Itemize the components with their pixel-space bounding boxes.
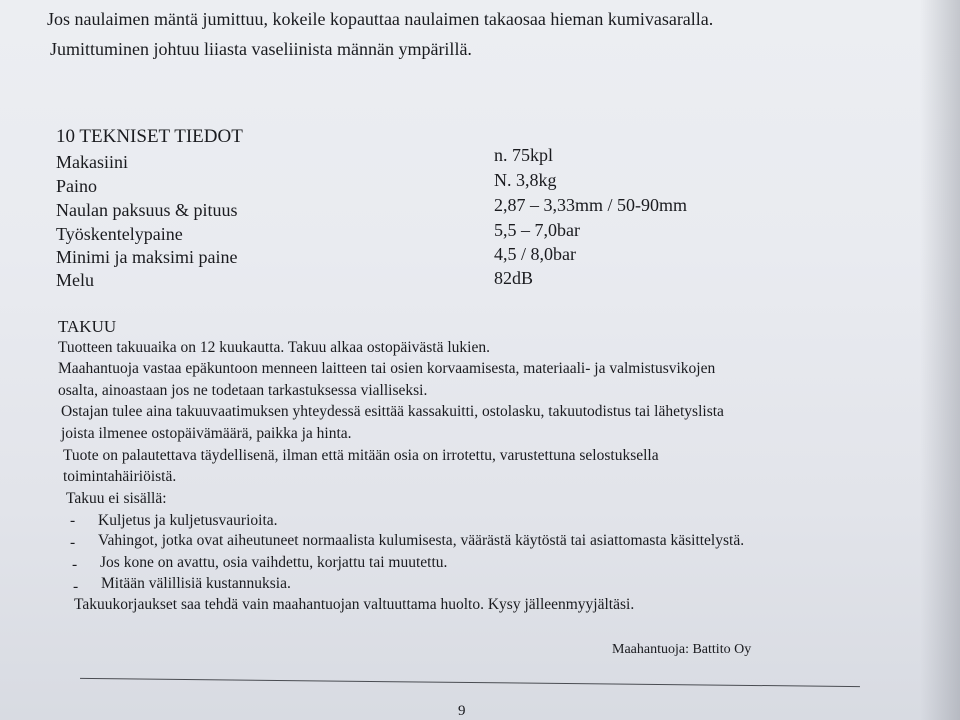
warranty-line: Ostajan tulee aina takuuvaatimuksen yhteydessä esittää kassakuitti, ostolasku, takuutodistus tai lähetyslista: [61, 403, 724, 420]
spec-label: Melu: [56, 270, 94, 290]
exclusion-item: Mitään välillisiä kustannuksia.: [101, 575, 291, 592]
spec-label: Naulan paksuus & pituus: [56, 200, 238, 220]
warranty-line: osalta, ainoastaan jos ne todetaan tarkastuksessa vialliseksi.: [58, 382, 428, 399]
spec-label: Minimi ja maksimi paine: [56, 247, 238, 267]
warranty-line: Takuu ei sisällä:: [66, 490, 167, 507]
spec-label: Työskentelypaine: [56, 224, 183, 244]
warranty-line: toimintahäiriöistä.: [63, 468, 177, 485]
footer-divider: [80, 678, 860, 687]
importer-credit: Maahantuoja: Battito Oy: [612, 642, 752, 657]
warranty-line: Tuote on palautettava täydellisenä, ilman että mitään osia on irrotettu, varustettuna selostuksella: [63, 447, 659, 464]
warranty-line: Maahantuoja vastaa epäkuntoon menneen laitteen tai osien korvaamisesta, materiaali- ja valmistusvikojen: [58, 360, 716, 377]
page-number: 9: [458, 703, 466, 719]
bullet-marker: -: [72, 556, 78, 573]
spec-value: 2,87 – 3,33mm / 50-90mm: [494, 195, 687, 215]
exclusion-item: Vahingot, jotka ovat aiheutuneet normaalista kulumisesta, väärästä käytöstä tai asiattomasta käsittelystä.: [98, 532, 745, 549]
exclusion-item: Kuljetus ja kuljetusvaurioita.: [98, 512, 278, 529]
spec-label: Makasiini: [56, 152, 128, 172]
specs-heading: 10 TEKNISET TIEDOT: [56, 126, 243, 147]
bullet-marker: -: [70, 512, 76, 529]
warranty-line: Tuotteen takuuaika on 12 kuukautta. Takuu alkaa ostopäivästä lukien.: [58, 339, 490, 356]
spec-value: 82dB: [494, 268, 534, 288]
spec-value: 4,5 / 8,0bar: [494, 244, 576, 264]
warranty-heading: TAKUU: [58, 317, 117, 336]
spec-value: n. 75kpl: [494, 145, 554, 165]
intro-line-1: Jos naulaimen mäntä jumittuu, kokeile kopauttaa naulaimen takaosaa hieman kumivasaralla.: [47, 9, 714, 29]
page-shadow: [920, 0, 960, 720]
bullet-marker: -: [70, 534, 76, 551]
intro-line-2: Jumittuminen johtuu liiasta vaseliinista männän ympärillä.: [50, 39, 472, 59]
warranty-line: joista ilmenee ostopäivämäärä, paikka ja hinta.: [61, 425, 352, 442]
warranty-closing: Takuukorjaukset saa tehdä vain maahantuojan valtuuttama huolto. Kysy jälleenmyyjältäsi.: [74, 596, 635, 613]
bullet-marker: -: [73, 578, 79, 595]
spec-label: Paino: [56, 176, 98, 196]
exclusion-item: Jos kone on avattu, osia vaihdettu, korjattu tai muutettu.: [100, 554, 448, 571]
spec-value: 5,5 – 7,0bar: [494, 220, 580, 240]
spec-value: N. 3,8kg: [494, 170, 557, 190]
